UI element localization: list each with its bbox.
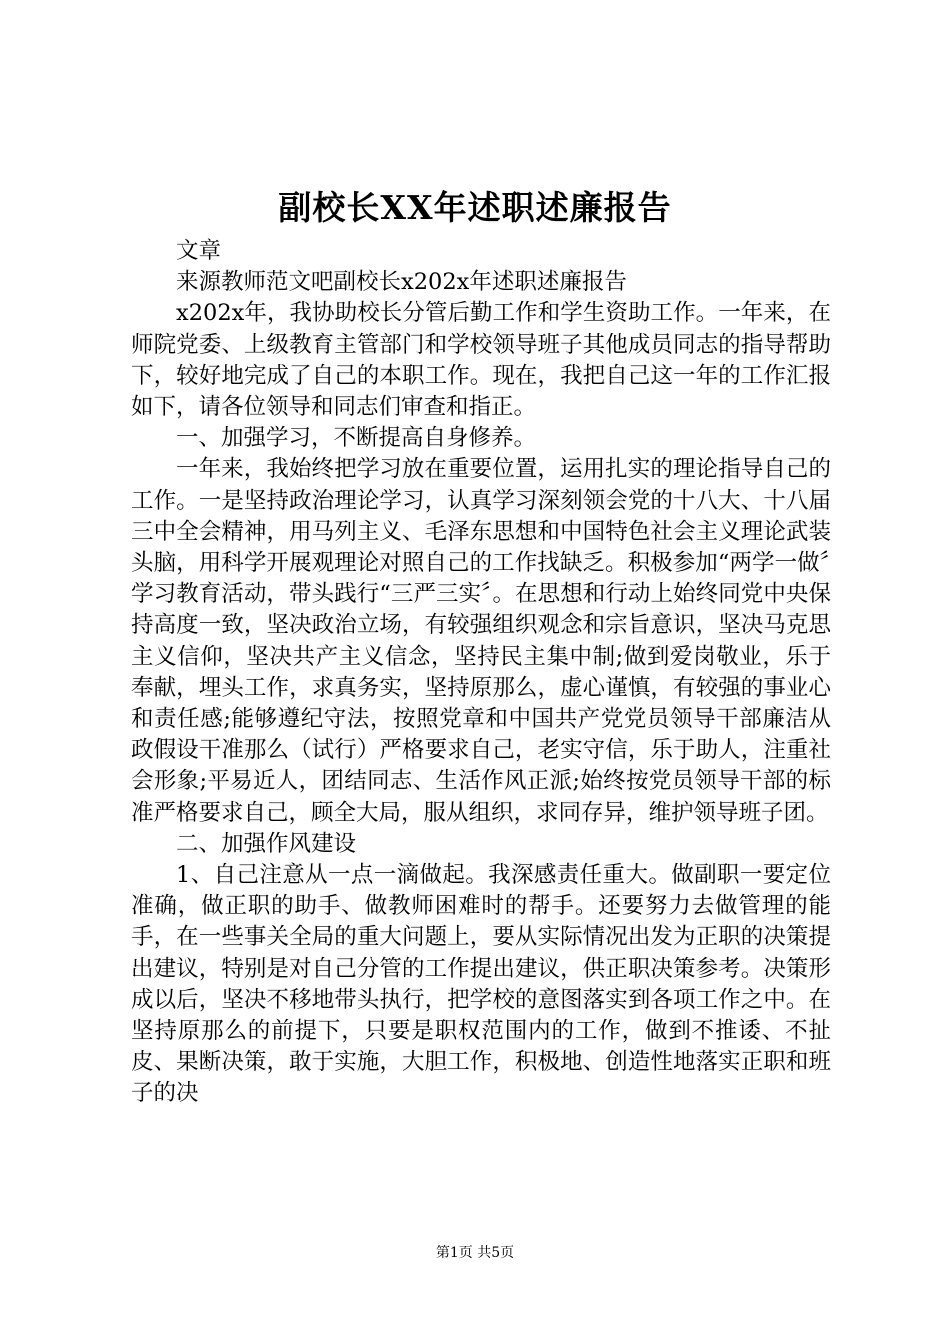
paragraph: 一年来，我始终把学习放在重要位置，运用扎实的理论指导自己的工作。一是坚持政治理论学习，认真学习深刻领会党的十八大、十八届三中全会精神，用马列主义、毛泽东思想和中国特色社会主义理论武装头脑，用科学开展观理论对照自己的工作找缺乏。积极参加“两学一做〞学习教育活动，带头践行“三严三实〞。在思想和行动上始终同党中央保持高度一致，坚决政治立场，有较强组织观念和宗旨意识，坚决马克思主义信仰，坚决共产主义信念，坚持民主集中制;做到爱岗敬业，乐于奉献，埋头工作，求真务实，坚持原那么，虚心谨慎，有较强的事业心和责任感;能够遵纪守法，按照党章和中国共产党党员领导干部廉洁从政假设干准那么（试行）严格要求自己，老实守信，乐于助人，注重社会形象;平易近人，团结同志、生活作风正派;始终按党员领导干部的标准严格要求自己，顾全大局，服从组织，求同存异，维护领导班子团。	[131, 456, 831, 826]
paragraph: 文章	[176, 238, 222, 264]
section-heading: 一、加强学习，不断提高自身修养。	[176, 425, 537, 452]
paragraph: 来源教师范文吧副校长x202x年述职述廉报告	[176, 269, 627, 296]
document-title: 副校长XX年述职述廉报告	[278, 188, 672, 227]
page-footer: 第1页 共5页	[435, 1245, 515, 1261]
paragraph: 1、自己注意从一点一滴做起。我深感责任重大。做副职一要定位准确，做正职的助手、做教师困难时的帮手。还要努力去做管理的能手，在一些事关全局的重大问题上，要从实际情况出发为正职的决策提出建议，特别是对自己分管的工作提出建议，供正职决策参考。决策形成以后，坚决不移地带头执行，把学校的意图落实到各项工作之中。在坚持原那么的前提下，只要是职权范围内的工作，做到不推诿、不扯皮、果断决策，敢于实施，大胆工作，积极地、创造性地落实正职和班子的决	[131, 862, 831, 1107]
document-body	[131, 236, 831, 1110]
paragraph: x202x年，我协助校长分管后勤工作和学生资助工作。一年来，在师院党委、上级教育主管部门和学校领导班子其他成员同志的指导帮助下，较好地完成了自己的本职工作。现在，我把自己这一年的工作汇报如下，请各位领导和同志们审查和指正。	[131, 300, 831, 421]
section-heading: 二、加强作风建设	[176, 830, 357, 857]
